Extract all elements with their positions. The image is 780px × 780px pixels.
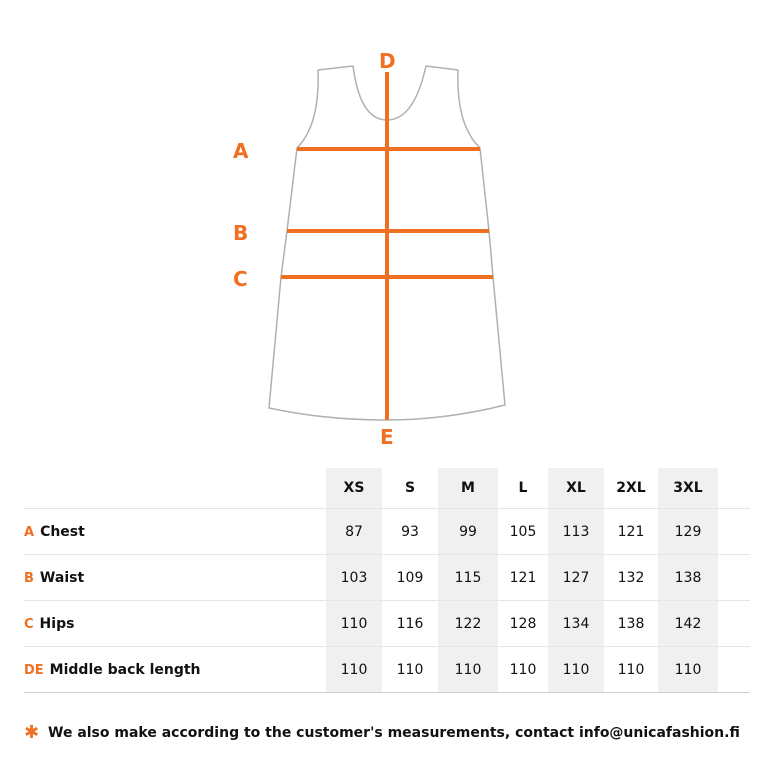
size-header-xs: XS bbox=[326, 468, 382, 509]
table-cell: 113 bbox=[548, 509, 604, 555]
row-letter: A bbox=[24, 524, 35, 540]
row-label bbox=[24, 555, 326, 601]
table-cell-tail bbox=[718, 555, 750, 601]
row-name: Middle back length bbox=[49, 661, 201, 678]
table-cell: 138 bbox=[604, 601, 658, 647]
label-b: B bbox=[233, 221, 249, 245]
table-cell: 105 bbox=[498, 509, 548, 555]
size-header-s: S bbox=[404, 480, 416, 496]
footnote-text: We also make according to the customer's measurements, contact info@unicafashion.fi bbox=[48, 724, 740, 741]
table-cell: 115 bbox=[438, 555, 498, 601]
table-row bbox=[24, 601, 750, 647]
header-tail bbox=[718, 468, 750, 509]
size-header-2xl: 2XL bbox=[616, 480, 646, 496]
table-cell: 132 bbox=[604, 555, 658, 601]
row-name: Chest bbox=[40, 523, 85, 540]
table-cell: 134 bbox=[548, 601, 604, 647]
row-letter: DE bbox=[24, 662, 44, 678]
table-cell: 93 bbox=[382, 509, 438, 555]
table-cell: 110 bbox=[498, 647, 548, 693]
table-cell: 110 bbox=[658, 647, 718, 693]
row-label bbox=[24, 509, 326, 555]
table-cell-tail bbox=[718, 509, 750, 555]
footnote bbox=[24, 722, 764, 743]
table-cell: 87 bbox=[326, 509, 382, 555]
size-header-3xl: 3XL bbox=[658, 468, 718, 509]
label-d: D bbox=[379, 49, 396, 73]
row-label bbox=[24, 647, 326, 693]
table-cell: 109 bbox=[382, 555, 438, 601]
table-cell: 99 bbox=[438, 509, 498, 555]
table-cell: 127 bbox=[548, 555, 604, 601]
table-cell-tail bbox=[718, 601, 750, 647]
table-cell: 110 bbox=[382, 647, 438, 693]
table-row bbox=[24, 509, 750, 555]
size-header-m: M bbox=[438, 468, 498, 509]
header-blank bbox=[24, 468, 326, 509]
label-a: A bbox=[233, 139, 249, 163]
table-cell: 121 bbox=[604, 509, 658, 555]
table-row bbox=[24, 647, 750, 693]
size-table bbox=[24, 468, 750, 693]
table-row bbox=[24, 555, 750, 601]
table-cell: 103 bbox=[326, 555, 382, 601]
label-e: E bbox=[380, 425, 394, 449]
row-label bbox=[24, 601, 326, 647]
table-cell: 121 bbox=[498, 555, 548, 601]
size-header-row bbox=[24, 468, 750, 509]
table-cell: 110 bbox=[604, 647, 658, 693]
table-cell: 110 bbox=[326, 647, 382, 693]
table-cell: 110 bbox=[548, 647, 604, 693]
row-letter: C bbox=[24, 616, 34, 632]
table-cell: 128 bbox=[498, 601, 548, 647]
row-name: Waist bbox=[39, 569, 85, 586]
table-cell-tail bbox=[718, 647, 750, 693]
label-c: C bbox=[233, 267, 248, 291]
table-cell: 122 bbox=[438, 601, 498, 647]
table-cell: 116 bbox=[382, 601, 438, 647]
table-cell: 110 bbox=[326, 601, 382, 647]
table-cell: 138 bbox=[658, 555, 718, 601]
size-header-xl: XL bbox=[548, 468, 604, 509]
row-letter: B bbox=[24, 570, 34, 586]
table-cell: 129 bbox=[658, 509, 718, 555]
asterisk-icon: ✱ bbox=[24, 722, 40, 743]
row-name: Hips bbox=[39, 615, 75, 632]
size-header-l: L bbox=[518, 480, 528, 496]
table-cell: 110 bbox=[438, 647, 498, 693]
table-cell: 142 bbox=[658, 601, 718, 647]
